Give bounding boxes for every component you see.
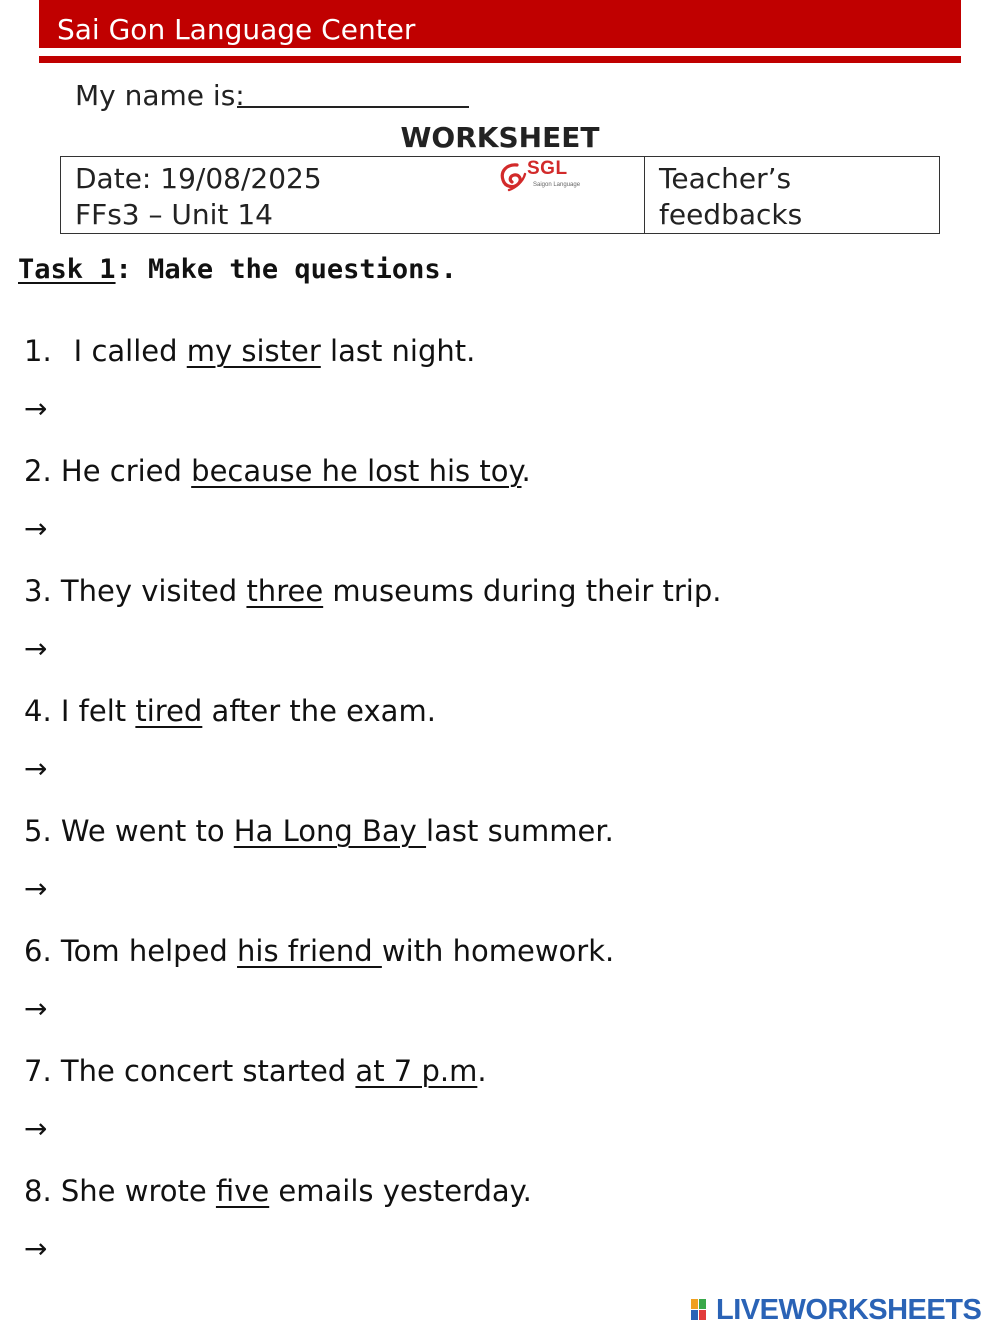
question-item — [24, 932, 614, 970]
date-text: Date: 19/08/2025 — [75, 162, 322, 195]
question-item — [24, 812, 614, 850]
question-item — [24, 692, 436, 730]
answer-arrow-icon[interactable]: → — [24, 1232, 48, 1265]
feedback-label-line2: feedbacks — [659, 198, 803, 231]
underlined-phrase: at 7 p.m — [355, 1054, 478, 1088]
name-prompt: My name is: — [75, 79, 245, 112]
header-banner — [39, 0, 961, 48]
task-heading — [18, 252, 457, 288]
liveworksheets-logo-icon — [690, 1298, 716, 1322]
question-number: 5. — [24, 814, 52, 848]
question-text-before: We went to — [60, 814, 234, 848]
number-gap — [52, 814, 61, 848]
question-text-before: She wrote — [60, 1174, 216, 1208]
name-blank-line[interactable] — [237, 106, 469, 108]
info-table — [60, 156, 940, 234]
sgl-swirl-icon — [495, 160, 529, 194]
question-item — [24, 332, 475, 370]
answer-arrow-icon[interactable]: → — [24, 992, 48, 1025]
number-gap — [52, 1054, 61, 1088]
question-item — [24, 572, 721, 610]
question-number: 6. — [24, 934, 52, 968]
underlined-phrase: five — [215, 1174, 270, 1208]
question-text-before: I felt — [60, 694, 136, 728]
question-number: 2. — [24, 454, 52, 488]
info-left-cell — [75, 161, 322, 233]
question-number: 3. — [24, 574, 52, 608]
question-item — [24, 1172, 532, 1210]
liveworksheets-brand — [690, 1292, 990, 1328]
question-number: 4. — [24, 694, 52, 728]
header-divider — [39, 56, 961, 63]
number-gap — [52, 1174, 61, 1208]
underlined-phrase: his friend — [237, 934, 382, 968]
question-number: 1. — [24, 334, 52, 368]
question-text-before: He cried — [60, 454, 192, 488]
underlined-phrase: three — [246, 574, 324, 608]
number-gap — [52, 694, 61, 728]
unit-text: FFs3 – Unit 14 — [75, 198, 273, 231]
question-text-after: after the exam. — [202, 694, 436, 728]
underlined-phrase: Ha Long Bay — [233, 814, 427, 848]
feedback-label-line1: Teacher’s — [659, 162, 792, 195]
question-text-after: . — [477, 1054, 487, 1088]
number-gap — [52, 454, 61, 488]
question-text-after: museums during their trip. — [323, 574, 722, 608]
question-number: 7. — [24, 1054, 52, 1088]
question-text-after: . — [521, 454, 531, 488]
question-text-before: The concert started — [60, 1054, 356, 1088]
answer-arrow-icon[interactable]: → — [24, 752, 48, 785]
underlined-phrase: my sister — [186, 334, 321, 368]
question-text-after: emails yesterday. — [269, 1174, 532, 1208]
task-instruction: : Make the questions. — [115, 254, 457, 285]
task-label: Task 1 — [18, 254, 116, 285]
question-text-before: They visited — [60, 574, 247, 608]
question-text-after: last summer. — [426, 814, 614, 848]
number-gap — [52, 934, 61, 968]
answer-arrow-icon[interactable]: → — [24, 872, 48, 905]
question-text-before: Tom helped — [60, 934, 238, 968]
answer-arrow-icon[interactable]: → — [24, 512, 48, 545]
logo-text: SGL — [527, 158, 568, 179]
question-text-after: with homework. — [381, 934, 615, 968]
question-item — [24, 452, 531, 490]
sgl-logo — [495, 160, 590, 194]
brand-text: LIVEWORKSHEETS — [716, 1294, 982, 1326]
question-number: 8. — [24, 1174, 52, 1208]
question-item — [24, 1052, 487, 1090]
logo-subtext: Saigon Language — [533, 182, 581, 188]
underlined-phrase: tired — [135, 694, 203, 728]
answer-arrow-icon[interactable]: → — [24, 632, 48, 665]
feedback-cell — [659, 161, 929, 233]
answer-arrow-icon[interactable]: → — [24, 392, 48, 425]
answer-arrow-icon[interactable]: → — [24, 1112, 48, 1145]
question-text-before: I called — [73, 334, 187, 368]
center-name: Sai Gon Language Center — [57, 13, 416, 46]
underlined-phrase: because he lost his toy — [191, 454, 522, 488]
worksheet-title: WORKSHEET — [400, 121, 600, 154]
number-gap — [52, 574, 61, 608]
question-text-after: last night. — [320, 334, 476, 368]
info-divider — [644, 157, 645, 233]
